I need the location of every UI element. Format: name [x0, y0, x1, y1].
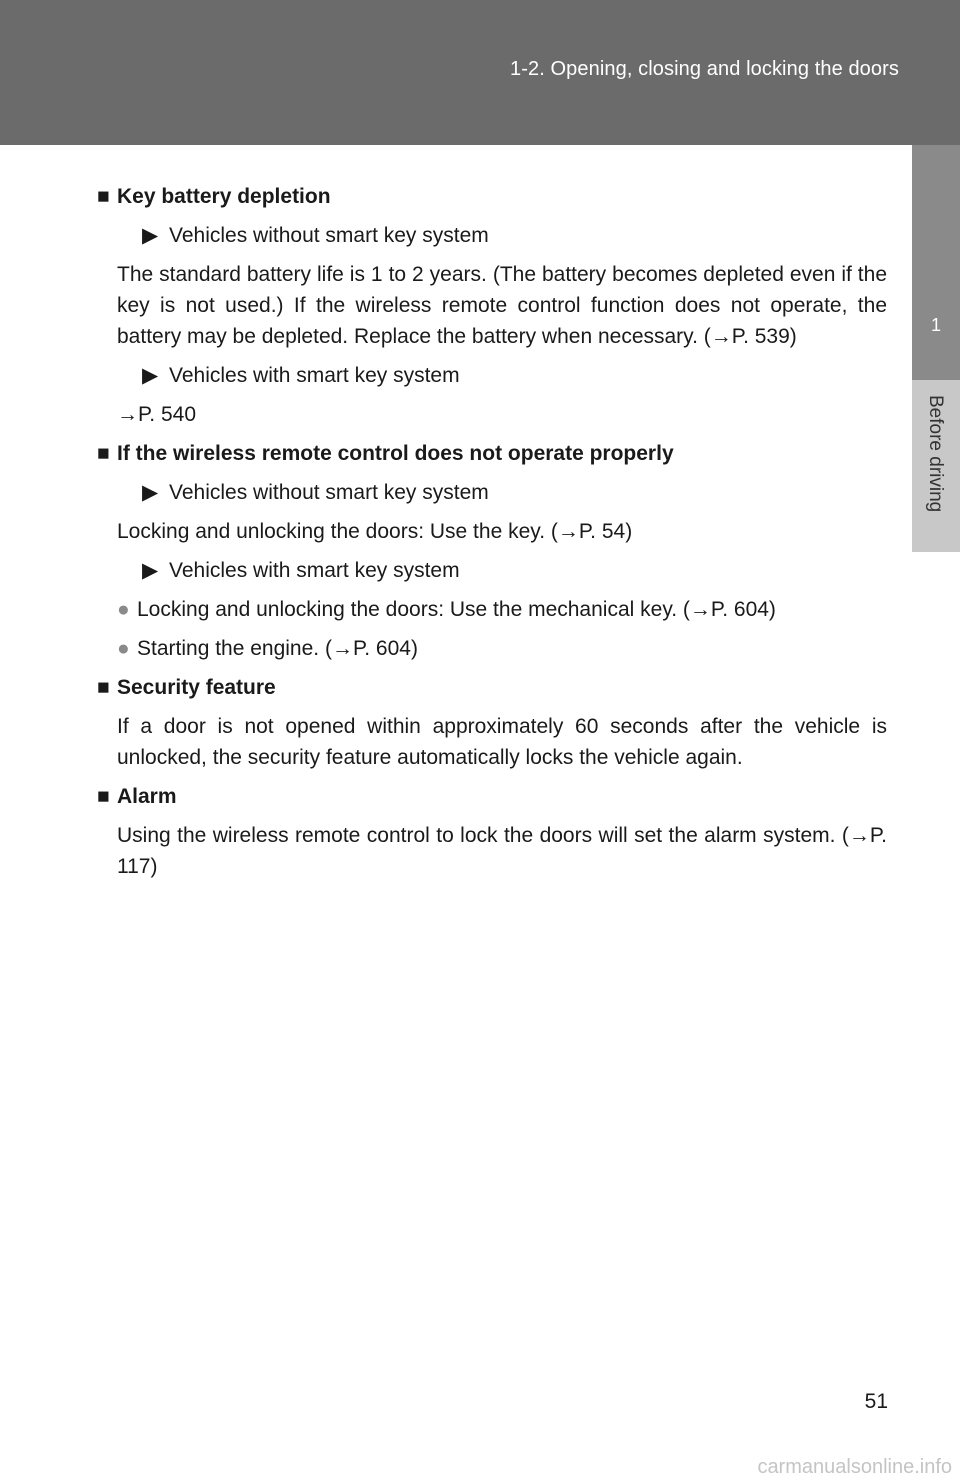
paragraph: →P. 540 [117, 403, 197, 426]
chapter-number: 1 [930, 315, 941, 335]
sub-heading: ▶ Vehicles without smart key system [142, 220, 887, 251]
square-bullet-icon: ■ [97, 676, 110, 699]
chapter-tab [912, 145, 960, 380]
sub-heading: ▶ Vehicles with smart key system [142, 360, 887, 391]
square-bullet-icon: ■ [97, 185, 110, 208]
square-bullet-icon: ■ [97, 442, 110, 465]
section-heading: ■ Security feature [97, 672, 887, 703]
chapter-name: Before driving [925, 395, 946, 513]
section-heading: ■ If the wireless remote control does not operate properly [97, 438, 887, 469]
triangle-arrow-icon: ▶ [142, 481, 159, 504]
square-bullet-icon: ■ [97, 785, 110, 808]
section-heading: ■ Alarm [97, 781, 887, 812]
triangle-arrow-icon: ▶ [142, 559, 159, 582]
section-heading: ■ Key battery depletion [97, 181, 887, 212]
sub-heading: ▶ Vehicles without smart key system [142, 477, 887, 508]
watermark: carmanualsonline.info [757, 1456, 952, 1478]
bullet-item: ● Locking and unlocking the doors: Use the mechanical key. (→P. 604) [117, 594, 887, 625]
circle-bullet-icon: ● [117, 598, 130, 621]
paragraph: If a door is not opened within approximately 60 seconds after the vehicle is unlocked, the security feature automatically locks the vehicle again. [117, 715, 887, 769]
circle-bullet-icon: ● [117, 637, 130, 660]
sub-heading: ▶ Vehicles with smart key system [142, 555, 887, 586]
page-number: 51 [864, 1390, 888, 1413]
page-content [97, 181, 887, 890]
bullet-item: ● Starting the engine. (→P. 604) [117, 633, 887, 664]
paragraph: Using the wireless remote control to lock the doors will set the alarm system. (→P. 117) [117, 824, 887, 878]
triangle-arrow-icon: ▶ [142, 224, 159, 247]
paragraph: The standard battery life is 1 to 2 years. (The battery becomes depleted even if the key is not used.) If the wireless remote control function does not operate, the battery may be depleted. Replace the battery when necessary. (→P. 539) [117, 263, 887, 348]
paragraph: Locking and unlocking the doors: Use the key. (→P. 54) [117, 520, 633, 543]
page-header [0, 0, 960, 145]
section-title: 1-2. Opening, closing and locking the doors [510, 58, 899, 80]
triangle-arrow-icon: ▶ [142, 364, 159, 387]
chapter-tab-label-area [912, 380, 960, 552]
